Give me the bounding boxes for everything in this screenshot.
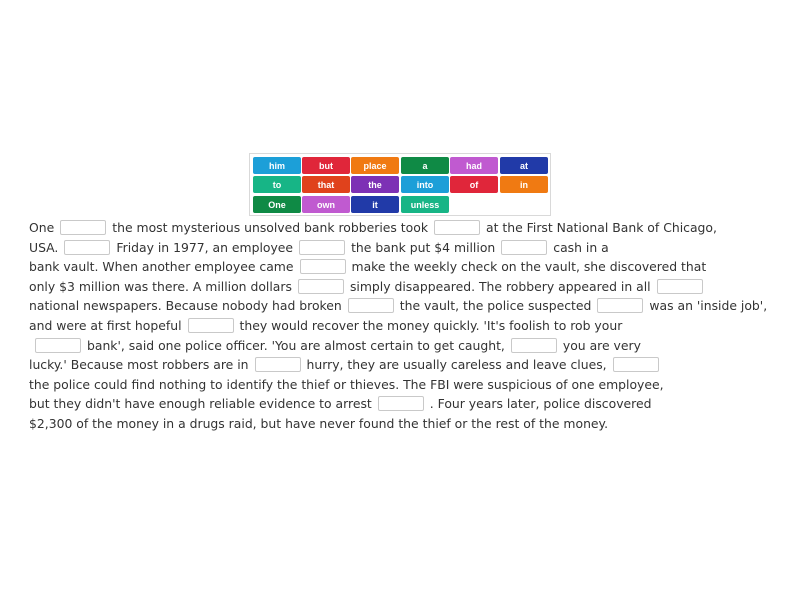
word-tile[interactable]: that	[302, 176, 350, 193]
passage-segment: was an 'inside job',	[649, 298, 768, 314]
passage-segment: Friday in 1977, an employee	[116, 239, 294, 255]
word-tile[interactable]: place	[351, 157, 399, 174]
answer-blank[interactable]	[255, 357, 301, 372]
passage-line	[29, 375, 789, 395]
passage-segment: lucky.' Because most robbers are in	[29, 357, 249, 373]
passage-segment: but they didn't have enough reliable evidence to arrest	[29, 396, 372, 412]
passage-line	[29, 277, 789, 297]
passage-segment: national newspapers. Because nobody had broken	[29, 298, 342, 314]
passage-segment: the bank put $4 million	[351, 239, 496, 255]
passage-line	[29, 296, 789, 316]
passage-segment: $2,300 of the money in a drugs raid, but have never found the thief or the rest of the money.	[29, 415, 609, 431]
answer-blank[interactable]	[188, 318, 234, 333]
answer-blank[interactable]	[597, 298, 643, 313]
passage-segment: simply disappeared. The robbery appeared in all	[349, 278, 651, 294]
passage-segment: make the weekly check on the vault, she discovered that	[351, 259, 707, 275]
word-tile[interactable]: the	[351, 176, 399, 193]
word-tile[interactable]: him	[253, 157, 301, 174]
answer-blank[interactable]	[60, 220, 106, 235]
word-tile[interactable]: into	[401, 176, 449, 193]
word-tile[interactable]: a	[401, 157, 449, 174]
answer-blank[interactable]	[511, 338, 557, 353]
answer-blank[interactable]	[657, 279, 703, 294]
passage-segment: at the First National Bank of Chicago,	[486, 220, 717, 235]
answer-blank[interactable]	[299, 240, 345, 255]
passage-segment: USA.	[29, 239, 59, 255]
answer-blank[interactable]	[434, 220, 480, 235]
passage-segment: they would recover the money quickly. 'It's foolish to rob your	[239, 317, 623, 333]
passage-segment: . Four years later, police discovered	[429, 396, 652, 412]
word-tile[interactable]: of	[450, 176, 498, 193]
answer-blank[interactable]	[300, 259, 346, 274]
answer-blank[interactable]	[501, 240, 547, 255]
passage-text	[29, 218, 789, 434]
word-tile[interactable]: to	[253, 176, 301, 193]
passage-segment: hurry, they are usually careless and leave clues,	[306, 357, 607, 373]
passage-segment: the vault, the police suspected	[399, 298, 592, 314]
passage-segment: cash in a	[553, 239, 609, 255]
word-tile[interactable]: at	[500, 157, 548, 174]
passage-segment: bank', said one police officer. 'You are almost certain to get caught,	[87, 337, 505, 353]
answer-blank[interactable]	[348, 298, 394, 313]
passage-line	[29, 316, 789, 336]
passage-line	[29, 336, 789, 356]
passage-line	[29, 394, 789, 414]
passage-segment: the most mysterious unsolved bank robberies took	[112, 220, 428, 235]
passage-segment: you are very	[562, 337, 641, 353]
passage-line	[29, 257, 789, 277]
passage-segment: One	[29, 220, 55, 235]
word-tile[interactable]: it	[351, 196, 399, 213]
answer-blank[interactable]	[64, 240, 110, 255]
passage-line	[29, 238, 789, 258]
passage-line	[29, 218, 789, 238]
answer-blank[interactable]	[298, 279, 344, 294]
passage-segment: only $3 million was there. A million dollars	[29, 278, 292, 294]
word-tile[interactable]: own	[302, 196, 350, 213]
answer-blank[interactable]	[35, 338, 81, 353]
answer-blank[interactable]	[613, 357, 659, 372]
word-tile[interactable]: One	[253, 196, 301, 213]
passage-segment: and were at first hopeful	[29, 317, 182, 333]
passage-line	[29, 414, 789, 434]
word-tile[interactable]: but	[302, 157, 350, 174]
word-tile[interactable]: had	[450, 157, 498, 174]
word-bank	[249, 153, 551, 216]
passage-segment: bank vault. When another employee came	[29, 259, 294, 275]
answer-blank[interactable]	[378, 396, 424, 411]
word-tile[interactable]: in	[500, 176, 548, 193]
word-tile[interactable]: unless	[401, 196, 449, 213]
passage-segment: the police could find nothing to identify the thief or thieves. The FBI were suspicious of one employee,	[29, 376, 664, 392]
passage-line	[29, 355, 789, 375]
